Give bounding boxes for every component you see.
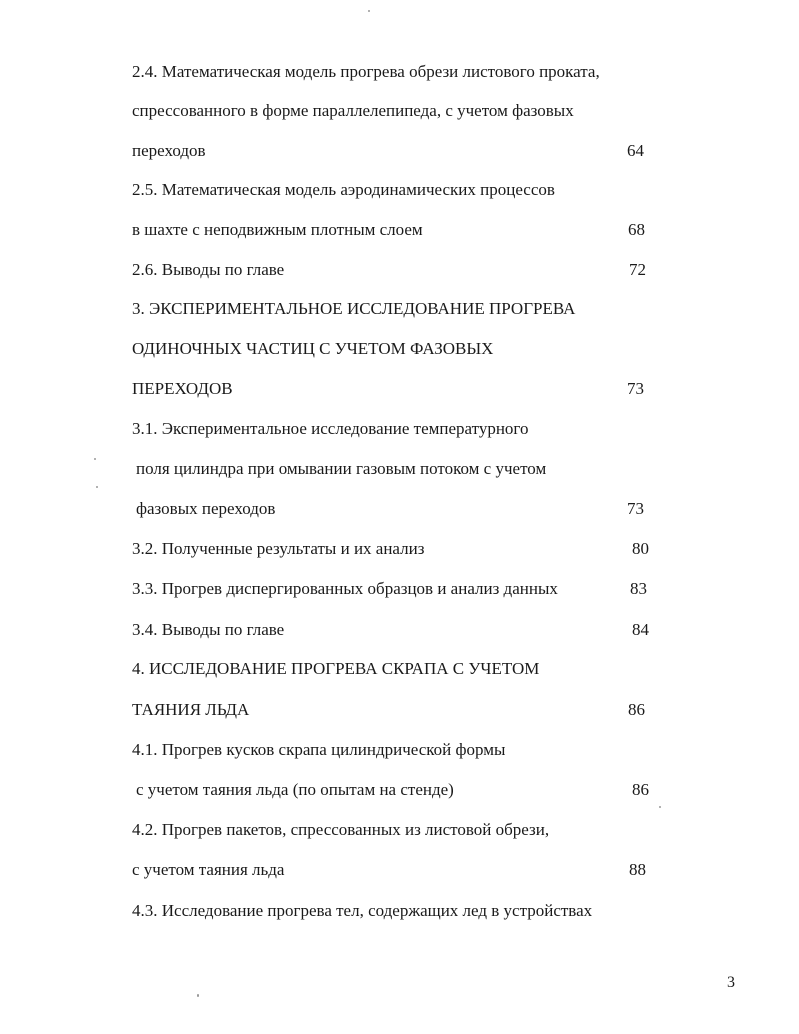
toc-entry: [0, 577, 799, 601]
toc-entry-text: 3.3. Прогрев диспергированных образцов и анализ данных: [132, 579, 558, 598]
toc-entry-text: переходов: [132, 141, 206, 160]
toc-entry: [0, 457, 799, 481]
toc-entry-text: ПЕРЕХОДОВ: [132, 379, 233, 398]
toc-entry-page: 84: [632, 620, 649, 639]
scan-speck: [96, 486, 98, 488]
toc-entry-text: 2.5. Математическая модель аэродинамических процессов: [132, 180, 555, 199]
toc-entry-page: 83: [630, 579, 647, 598]
toc-entry-page: 86: [632, 780, 649, 799]
toc-entry: [0, 417, 799, 441]
toc-entry-page: 73: [627, 499, 644, 518]
toc-entry: [0, 657, 799, 681]
toc-entry-text: 3.4. Выводы по главе: [132, 620, 285, 639]
toc-entry-text: спрессованного в форме параллелепипеда, с учетом фазовых: [132, 101, 574, 120]
toc-entry-page: 80: [632, 539, 649, 558]
toc-entry-text: 2.6. Выводы по главе: [132, 260, 285, 279]
page-number: 3: [727, 974, 735, 991]
toc-entry: [0, 738, 799, 762]
toc-entry-text: в шахте с неподвижным плотным слоем: [132, 220, 423, 239]
toc-entry-text: ТАЯНИЯ ЛЬДА: [132, 700, 250, 719]
toc-entry: [0, 858, 799, 882]
toc-entry-text: ОДИНОЧНЫХ ЧАСТИЦ С УЧЕТОМ ФАЗОВЫХ: [132, 339, 494, 358]
toc-entry-text: с учетом таяния льда: [132, 860, 285, 879]
toc-entry: [0, 618, 799, 642]
toc-entry-text: 4.1. Прогрев кусков скрапа цилиндрической формы: [132, 740, 506, 759]
toc-entry-text: фазовых переходов: [136, 499, 276, 518]
toc-entry: [0, 99, 799, 123]
toc-entry: [0, 497, 799, 521]
toc-entry: [0, 899, 799, 923]
toc-entry-text: 4.2. Прогрев пакетов, спрессованных из листовой обрези,: [132, 820, 550, 839]
toc-entry: [0, 818, 799, 842]
toc-entry-text: 4.3. Исследование прогрева тел, содержащих лед в устройствах: [132, 901, 593, 920]
toc-entry-text: 3.1. Экспериментальное исследование температурного: [132, 419, 529, 438]
toc-entry-page: 64: [627, 141, 644, 160]
toc-entry: [0, 698, 799, 722]
toc-entry-text: 4. ИССЛЕДОВАНИЕ ПРОГРЕВА СКРАПА С УЧЕТОМ: [132, 659, 540, 678]
toc-entry: [0, 258, 799, 282]
toc-entry-text: 2.4. Математическая модель прогрева обрези листового проката,: [132, 62, 600, 81]
toc-entry-text: 3. ЭКСПЕРИМЕНТАЛЬНОЕ ИССЛЕДОВАНИЕ ПРОГРЕВА: [132, 299, 576, 318]
toc-entry-page: 68: [628, 220, 645, 239]
scan-speck: [94, 458, 96, 460]
toc-entry: [0, 60, 799, 84]
toc-entry: [0, 178, 799, 202]
toc-entry: [0, 778, 799, 802]
toc-entry-page: 86: [628, 700, 645, 719]
toc-entry: [0, 377, 799, 401]
toc-entry-page: 72: [629, 260, 646, 279]
scan-speck: [659, 806, 661, 808]
scan-speck: [368, 10, 370, 12]
toc-entry: [0, 297, 799, 321]
toc-entry-text: с учетом таяния льда (по опытам на стенде): [136, 780, 454, 799]
toc-entry: [0, 337, 799, 361]
scan-speck: [197, 994, 199, 997]
toc-entry-text: 3.2. Полученные результаты и их анализ: [132, 539, 425, 558]
toc-entry: [0, 218, 799, 242]
toc-entry-page: 88: [629, 860, 646, 879]
toc-entry: [0, 537, 799, 561]
toc-entry: [0, 139, 799, 163]
toc-entry-page: 73: [627, 379, 644, 398]
toc-entry-text: поля цилиндра при омывании газовым потоком с учетом: [136, 459, 547, 478]
